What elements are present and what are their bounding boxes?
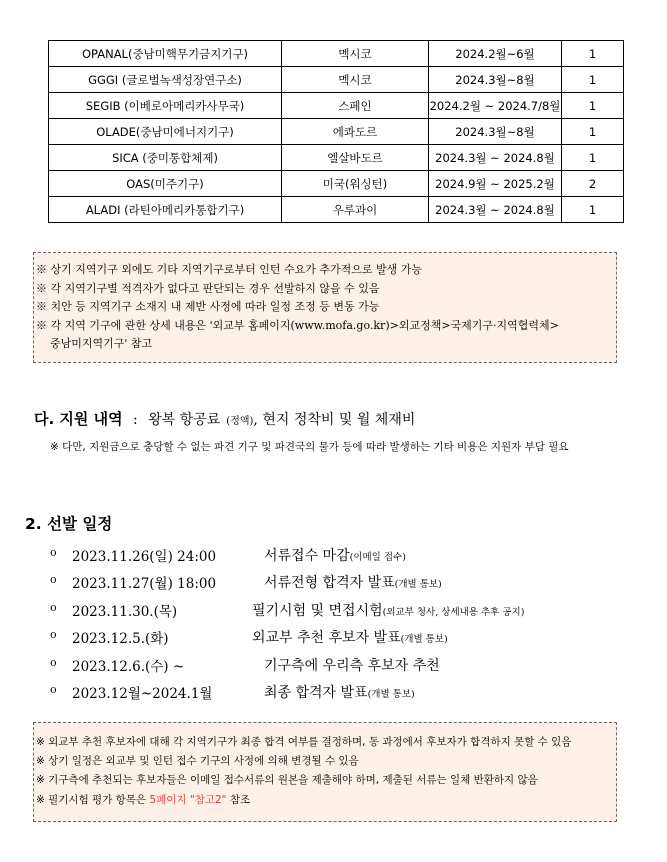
note-line: ※ 치안 등 지역기구 소재지 내 제반 사정에 따라 일정 조정 등 변동 가능 (36, 300, 380, 314)
table-row (49, 145, 624, 171)
regional-org-notes-box (33, 252, 617, 363)
reference-highlight: 5페이지 "참고2" (149, 793, 227, 806)
note-line: 중남미지역기구' 참고 (50, 337, 153, 351)
country-cell: 스페인 (282, 93, 429, 119)
count-cell: 2 (562, 171, 624, 197)
country-cell: 우루과이 (282, 197, 429, 223)
schedule-desc-main: 서류접수 마감 (264, 548, 350, 564)
country-cell: 멕시코 (282, 67, 429, 93)
org-name-cell: SICA (중미통합체제) (49, 145, 282, 171)
support-text-airfare: 왕복 항공료 (148, 412, 221, 428)
table-row (49, 119, 624, 145)
count-cell: 1 (562, 119, 624, 145)
schedule-desc-note: (외교부 청사, 상세내용 추후 공지) (382, 606, 525, 618)
table-row (49, 93, 624, 119)
bullet-icon: o (50, 600, 57, 614)
schedule-desc (252, 627, 448, 647)
bullet-icon: o (50, 573, 57, 587)
period-cell: 2024.9월 ~ 2025.2월 (429, 171, 562, 197)
schedule-desc (252, 600, 524, 620)
schedule-date: 2023.11.27(월) 18:00 (72, 576, 217, 593)
schedule-desc-main: 기구측에 우리측 후보자 추천 (264, 657, 440, 674)
country-cell: 에콰도르 (282, 119, 429, 145)
schedule-desc-note: (개별 통보) (400, 634, 448, 646)
schedule-heading: 2. 선발 일정 (25, 515, 113, 533)
period-cell: 2024.2월 ~ 2024.7/8월 (429, 93, 562, 119)
regional-org-table (48, 40, 624, 223)
table-row (49, 197, 624, 223)
note-line (36, 791, 616, 810)
support-text-fixed: (정액) (226, 416, 254, 427)
bullet-icon: o (50, 546, 57, 559)
org-name-cell: ALADI (라틴아메리카통합기구) (49, 197, 282, 223)
schedule-desc (264, 572, 442, 592)
bullet-icon: o (50, 628, 57, 642)
schedule-desc-main: 외교부 추천 후보자 발표 (252, 630, 401, 647)
schedule-desc-main: 서류전형 합격자 발표 (264, 575, 395, 592)
note-line: ※ 외교부 추천 후보자에 대해 각 지역기구가 최종 합격 여부를 결정하며, 동 과정에서 후보자가 합격하지 못할 수 있음 (36, 736, 572, 748)
country-cell: 미국(워싱턴) (282, 171, 429, 197)
bullet-icon: o (50, 655, 57, 669)
schedule-desc-note: (개별 통보) (367, 688, 415, 700)
support-note: ※ 다만, 지원금으로 충당할 수 없는 파견 기구 및 파견국의 물가 등에 따라 발생하는 기타 비용은 지원자 부담 필요 (50, 441, 569, 453)
schedule-date: 2023.12.5.(화) (72, 631, 169, 648)
count-cell: 1 (562, 41, 624, 67)
org-name-cell: OAS(미주기구) (49, 171, 282, 197)
schedule-date: 2023.12.6.(수) ~ (72, 658, 185, 675)
bullet-icon: o (50, 682, 57, 696)
table-row (49, 171, 624, 197)
table-row (49, 41, 624, 67)
table-row (49, 67, 624, 93)
schedule-date: 2023.11.30.(목) (72, 603, 178, 620)
period-cell: 2024.3월~8월 (429, 67, 562, 93)
note-line: ※ 기구측에 추천되는 후보자들은 이메일 접수서류의 원본을 제출해야 하며, 제출된 서류는 일체 반환하지 않음 (36, 774, 538, 787)
count-cell: 1 (562, 197, 624, 223)
count-cell: 1 (562, 145, 624, 171)
note-line-text: 참조 (226, 793, 251, 806)
support-section (34, 408, 415, 429)
org-name-cell: OPANAL(중남미핵무기금지기구) (49, 41, 282, 67)
note-line: ※ 각 지역기구별 적격자가 없다고 판단되는 경우 선발하지 않을 수 있음 (36, 281, 380, 295)
note-line: ※ 상기 일정은 외교부 및 인턴 접수 기구의 사정에 의해 변경될 수 있음 (36, 755, 359, 768)
note-line: ※ 각 지역 기구에 관한 상세 내용은 '외교부 홈페이지(www.mofa.go.kr)>외교정책>국제기구·지역협력체> (36, 318, 559, 332)
org-name-cell: SEGIB (이베로아메리카사무국) (49, 93, 282, 119)
support-heading: 다. 지원 내역 (34, 410, 123, 428)
period-cell: 2024.3월~8월 (429, 119, 562, 145)
schedule-notes-box (33, 722, 617, 822)
schedule-date: 2023.11.26(일) 24:00 (72, 549, 217, 565)
schedule-desc-note: (개별 통보) (394, 579, 442, 591)
period-cell: 2024.3월 ~ 2024.8월 (429, 197, 562, 223)
country-cell: 멕시코 (282, 41, 429, 67)
org-name-cell: GGGI (글로벌녹색성장연구소) (49, 67, 282, 93)
count-cell: 1 (562, 93, 624, 119)
schedule-desc (264, 682, 415, 702)
schedule-desc (264, 655, 440, 675)
org-name-cell: OLADE(중남미에너지기구) (49, 119, 282, 145)
country-cell: 엘살바도르 (282, 145, 429, 171)
support-text-allowance: , 현지 정착비 및 월 체재비 (253, 412, 416, 428)
note-line: ※ 상기 지역기구 외에도 기타 지역기구로부터 인턴 수요가 추가적으로 발생 가능 (36, 263, 422, 276)
schedule-desc-main: 필기시험 및 면접시험 (252, 602, 383, 619)
schedule-desc-note: (이메일 접수) (349, 552, 406, 563)
count-cell: 1 (562, 67, 624, 93)
note-line-text: ※ 필기시험 평가 항목은 (36, 793, 150, 806)
schedule-date: 2023.12월~2024.1월 (72, 685, 213, 702)
schedule-desc-main: 최종 합격자 발표 (264, 684, 368, 701)
support-colon: : (128, 412, 143, 428)
schedule-desc (264, 545, 406, 565)
period-cell: 2024.3월 ~ 2024.8월 (429, 145, 562, 171)
period-cell: 2024.2월~6월 (429, 41, 562, 67)
